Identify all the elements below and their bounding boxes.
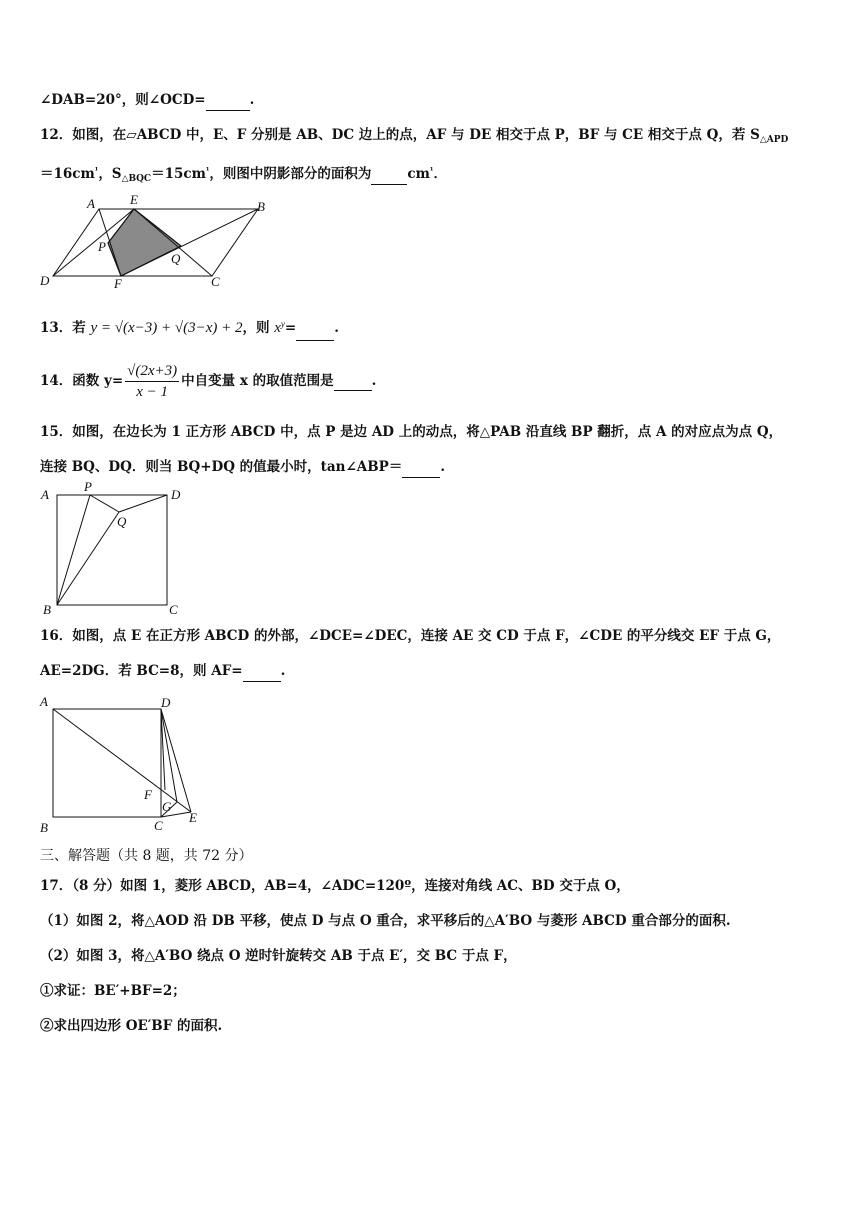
q13-prefix: 13．若 [40, 320, 86, 336]
answer-blank [296, 316, 334, 341]
label-d: D [40, 273, 50, 288]
q12-line2 [40, 160, 840, 189]
label-q: Q [117, 514, 127, 529]
label-c: C [169, 602, 178, 617]
q17-sub2: ②求出四边形 OE′BF 的面积. [40, 1018, 223, 1034]
q15-end: . [440, 459, 446, 475]
q12-line1 [40, 125, 840, 150]
answer-blank [206, 90, 250, 111]
q14-fraction [125, 361, 179, 402]
q12-sub-apd: △APD [759, 135, 789, 145]
label-b: B [43, 602, 51, 617]
q16-end: . [280, 663, 286, 679]
label-e: E [189, 810, 197, 825]
power-base: x [274, 320, 281, 336]
q13-formula: y = √(x−3) + √(3−x) + 2 [90, 320, 243, 336]
q12-text-d: ，S [98, 166, 122, 182]
q14-text: 中自变量 x 的取值范围是 [181, 373, 334, 389]
q11-tail-text: ∠DAB=20°，则∠OCD= [40, 92, 206, 108]
q14-end: . [371, 373, 377, 389]
label-d: D [161, 695, 171, 710]
fraction-numerator: √(2x+3) [125, 361, 179, 382]
label-p: P [84, 479, 92, 494]
q12-text-b: ABCD 中，E、F 分别是 AB、DC 边上的点，AF 与 DE 相交于点 P，BF 与 CE 相交于点 Q，若 S [136, 127, 760, 143]
q11-end: . [249, 92, 255, 108]
q12-sup-2: ¹ [205, 165, 210, 175]
q17-part1: （1）如图 2，将△AOD 沿 DB 平移，使点 D 与点 O 重合，求平移后的△A′BO 与菱形 ABCD 重合部分的面积. [40, 913, 731, 929]
q12-sup-1: ¹ [94, 165, 99, 175]
q12-text-e: ＝15cm [151, 166, 206, 182]
q16-text: AE=2DG．若 BC=8，则 AF= [40, 663, 243, 679]
label-a: A [40, 694, 48, 709]
label-c: C [211, 274, 220, 289]
segment-pq [90, 495, 119, 512]
section-3-heading: 三、解答题（共 8 题，共 72 分） [40, 848, 253, 864]
answer-blank [334, 372, 372, 391]
q12-end: ． [433, 166, 447, 182]
q15-figure [36, 478, 196, 618]
q12-text-c: ＝16cm [40, 166, 95, 182]
label-c: C [154, 818, 163, 833]
q12-text-a: 12．如图，在 [40, 127, 127, 143]
q17-sub1: ①求证：BE′+BF=2； [40, 983, 186, 999]
label-f: F [114, 276, 122, 291]
q12-sup-3: ¹ [429, 165, 434, 175]
answer-blank [402, 457, 440, 478]
q12-figure [36, 190, 276, 292]
label-p: P [98, 239, 106, 254]
q15-line2 [40, 457, 840, 478]
q11-tail [40, 90, 840, 111]
q14-prefix: 14．函数 y= [40, 373, 124, 389]
segment-bq [57, 512, 119, 605]
q16-line1: 16．如图，点 E 在正方形 ABCD 的外部，∠DCE=∠DEC，连接 AE 交 CD 于点 F，∠CDE 的平分线交 EF 于点 G， [40, 628, 781, 644]
fraction-denominator: x − 1 [136, 384, 169, 400]
q13-mid: ，则 [242, 320, 270, 336]
q17-part2: （2）如图 3，将△A′BO 绕点 O 逆时针旋转交 AB 于点 E′，交 BC 于点 F， [40, 948, 517, 964]
label-b: B [257, 199, 265, 214]
segment-bp [57, 495, 90, 605]
label-d: D [171, 487, 181, 502]
label-f: F [144, 787, 152, 802]
q13-end: . [334, 320, 339, 336]
q12-unit: cm [407, 166, 430, 182]
label-e: E [130, 192, 138, 207]
q13-line [40, 312, 840, 341]
answer-blank [243, 661, 281, 682]
q17-stem: 17．（8 分）如图 1，菱形 ABCD，AB=4，∠ADC=120º，连接对角线 AC、BD 交于点 O， [40, 878, 630, 894]
segment-qd [119, 495, 167, 512]
label-g: G [162, 799, 172, 814]
q14-line [40, 358, 840, 404]
q12-text-f: ，则图中阴影部分的面积为 [209, 166, 372, 182]
power-exp: y [280, 319, 285, 329]
label-a: A [87, 196, 95, 211]
q15-text: 连接 BQ、DQ．则当 BQ+DQ 的值最小时，tan∠ABP＝ [40, 459, 403, 475]
label-q: Q [171, 251, 181, 266]
q12-sub-bqc: △BQC [121, 174, 152, 184]
q16-line2 [40, 661, 840, 682]
label-a: A [41, 487, 49, 502]
q16-figure [36, 690, 216, 840]
q15-line1: 15．如图，在边长为 1 正方形 ABCD 中，点 P 是边 AD 上的动点，将△PAB 沿直线 BP 翻折，点 A 的对应点为点 Q， [40, 424, 783, 440]
parallelogram-symbol: ▱ [126, 127, 137, 143]
answer-blank [371, 164, 407, 185]
q13-eq: = [284, 320, 297, 336]
label-b: B [40, 820, 48, 835]
